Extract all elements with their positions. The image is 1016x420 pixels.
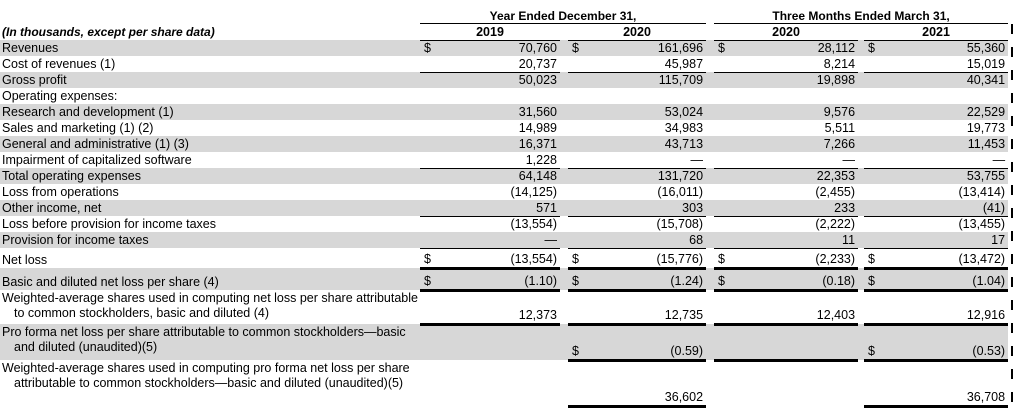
dollar-sign: $ [864,40,882,56]
dollar-sign: $ [864,268,882,290]
dollar-sign: $ [420,40,438,56]
dollar-sign [420,168,438,184]
table-row [0,104,1014,120]
column-gap [560,232,568,248]
dollar-sign [568,152,586,168]
row-label: Basic and diluted net loss per share (4) [0,268,420,290]
dollar-sign [864,200,882,216]
dollar-sign [714,216,732,232]
cell-value: 12,403 [732,290,858,324]
column-gap [706,136,714,152]
cell-value: 20,737 [518,56,557,71]
dollar-sign [420,216,438,232]
dollar-sign [568,120,586,136]
dollar-sign [568,88,586,104]
cell-value: (1.24) [586,268,706,290]
dollar-sign [864,152,882,168]
cell-value: 53,755 [882,168,1008,184]
dollar-sign [420,360,438,406]
cell-value [438,360,560,406]
column-gap [560,23,568,40]
column-gap [560,324,568,360]
column-gap [560,200,568,216]
cell-value: 31,560 [438,104,560,120]
cell-value: 19,773 [966,121,1006,135]
cell-value: (0.18) [732,268,858,290]
cell-value: (13,472) [882,248,1008,268]
cell-value: 12,916 [882,290,1008,324]
cell-value: (13,554) [438,216,560,232]
cell-value: 131,720 [586,168,706,184]
dollar-sign [568,232,586,248]
table-row [0,136,1014,152]
dollar-sign [714,104,732,120]
dollar-sign [420,290,438,324]
group-gap [706,0,714,23]
column-gap [560,290,568,324]
column-gap [706,248,714,268]
header-spacer [0,0,420,23]
table-row [0,216,1014,232]
cell-value: 8,214 [823,56,856,71]
dollar-sign [864,56,882,72]
year-header-row [0,23,1014,40]
cell-value: 12,735 [586,290,706,324]
cell-value: 34,983 [664,121,704,135]
row-label: Other income, net [0,200,420,216]
row-label: Weighted-average shares used in computing pro forma net loss per share attributable to common stockholders—basic and diluted (unaudited)(5) [2,361,410,390]
cell-value: (2,222) [732,216,858,232]
cell-value [732,88,858,104]
table-row [0,152,1014,168]
cell-value: 36,708 [882,360,1008,406]
dollar-sign [714,360,732,406]
cell-value: — [438,232,560,248]
cell-value: 14,989 [518,121,557,135]
row-label: Loss before provision for income taxes [2,217,216,231]
dollar-sign [420,324,438,360]
dollar-sign [864,184,882,200]
dollar-sign [420,232,438,248]
dollar-sign [568,104,586,120]
table-row [0,232,1014,248]
dollar-sign [714,152,732,168]
column-gap [560,360,568,406]
cell-value: 15,019 [966,56,1006,71]
dollar-sign: $ [864,248,882,268]
column-group-header-row [0,0,1014,23]
row-label: Gross profit [0,72,420,88]
table-row [0,360,1014,406]
dollar-sign: $ [420,248,438,268]
table-row [0,120,1014,136]
column-gap [706,324,714,360]
dollar-sign [568,184,586,200]
dollar-sign: $ [568,40,586,56]
cell-value: (0.53) [882,324,1008,360]
column-gap [560,136,568,152]
column-group-three-months: Three Months Ended March 31, [714,0,1008,23]
cell-value: 303 [586,200,706,216]
dollar-sign [568,360,586,406]
column-gap [706,216,714,232]
dollar-sign: $ [568,268,586,290]
dollar-sign: $ [568,248,586,268]
column-gap [560,40,568,56]
cell-value [732,360,858,406]
dollar-sign [714,120,732,136]
dollar-sign [420,88,438,104]
cell-value: (2,233) [732,248,858,268]
column-gap [706,200,714,216]
row-label: Cost of revenues (1) [2,57,116,71]
table-row [0,324,1014,360]
column-gap [706,72,714,88]
cell-value: 64,148 [438,168,560,184]
column-gap [560,72,568,88]
column-gap [706,120,714,136]
cell-value: (13,414) [958,185,1006,199]
table-row [0,56,1014,72]
dollar-sign [864,104,882,120]
column-gap [706,40,714,56]
column-gap [560,120,568,136]
column-gap [560,104,568,120]
cell-value: 68 [586,232,706,248]
cell-value: 571 [438,200,560,216]
row-label: Provision for income taxes [0,232,420,248]
cell-value: 40,341 [882,72,1008,88]
row-label: Revenues [0,40,420,56]
page-edge-marks [1011,24,1013,412]
cell-value: 12,373 [438,290,560,324]
year-header-2020: 2020 [568,23,706,40]
row-label: Impairment of capitalized software [2,153,192,167]
cell-value: 50,023 [438,72,560,88]
dollar-sign [714,200,732,216]
column-gap [706,232,714,248]
dollar-sign [714,72,732,88]
dollar-sign: $ [714,40,732,56]
cell-value: 55,360 [882,40,1008,56]
cell-value: 5,511 [824,121,856,135]
table-row [0,88,1014,104]
dollar-sign [568,56,586,72]
dollar-sign [420,120,438,136]
column-gap [560,56,568,72]
column-gap [706,268,714,290]
row-label: Operating expenses: [2,89,118,103]
dollar-sign [568,168,586,184]
row-label: General and administrative (1) (3) [0,136,420,152]
cell-value: 233 [732,200,858,216]
table-row [0,290,1014,324]
cell-value: (14,125) [510,185,557,199]
right-margin [1008,0,1014,23]
dollar-sign [714,56,732,72]
row-label: Pro forma net loss per share attributable to common stockholders—basic and diluted (unaudited)(5) [0,324,420,360]
cell-value: 1,228 [525,152,557,167]
quarter-header-2021: 2021 [864,23,1008,40]
cell-value: 17 [882,232,1008,248]
cell-value: — [690,152,704,167]
column-gap [706,104,714,120]
cell-value: 28,112 [732,40,858,56]
cell-value: — [992,152,1006,167]
dollar-sign [420,152,438,168]
column-gap [560,248,568,268]
cell-value: 45,987 [664,56,704,71]
cell-value: (41) [882,200,1008,216]
cell-value: (15,776) [586,248,706,268]
column-gap [560,88,568,104]
table-row [0,184,1014,200]
dollar-sign [714,136,732,152]
row-header-label: (In thousands, except per share data) [2,25,215,39]
cell-value [438,324,560,360]
dollar-sign [568,290,586,324]
dollar-sign [864,72,882,88]
row-label: Research and development (1) [0,104,420,120]
dollar-sign: $ [714,268,732,290]
row-label: Sales and marketing (1) (2) [2,121,154,135]
cell-value: 22,529 [882,104,1008,120]
table-row [0,200,1014,216]
cell-value: 36,602 [586,360,706,406]
table-row [0,72,1014,88]
column-gap [706,56,714,72]
cell-value: 161,696 [586,40,706,56]
dollar-sign: $ [568,324,586,360]
dollar-sign: $ [714,248,732,268]
column-gap [706,360,714,406]
dollar-sign [568,200,586,216]
cell-value: (16,011) [657,185,704,199]
dollar-sign [864,168,882,184]
column-gap [560,152,568,168]
column-gap [560,216,568,232]
cell-value: 11 [732,232,858,248]
table-row [0,40,1014,56]
table-row [0,268,1014,290]
quarter-header-2020: 2020 [714,23,858,40]
cell-value [732,324,858,360]
cell-value: 19,898 [732,72,858,88]
dollar-sign [714,232,732,248]
column-gap [706,184,714,200]
column-gap [706,290,714,324]
dollar-sign: $ [864,324,882,360]
cell-value: (15,708) [586,216,706,232]
dollar-sign [864,360,882,406]
dollar-sign [714,290,732,324]
dollar-sign [420,184,438,200]
cell-value [586,88,706,104]
dollar-sign [420,136,438,152]
cell-value: 70,760 [438,40,560,56]
dollar-sign [714,324,732,360]
column-gap [706,168,714,184]
column-gap [706,88,714,104]
year-header-2019: 2019 [420,23,560,40]
dollar-sign [864,232,882,248]
cell-value: 7,266 [732,136,858,152]
dollar-sign [420,72,438,88]
table-row [0,248,1014,268]
dollar-sign [420,200,438,216]
cell-value: (1.04) [882,268,1008,290]
column-gap [706,23,714,40]
cell-value: 115,709 [586,72,706,88]
cell-value: (2,455) [815,185,856,199]
cell-value: 22,353 [732,168,858,184]
column-group-year-ended: Year Ended December 31, [420,0,706,23]
column-gap [560,184,568,200]
dollar-sign [568,136,586,152]
cell-value [882,88,1008,104]
dollar-sign: $ [420,268,438,290]
cell-value: 9,576 [732,104,858,120]
dollar-sign [714,88,732,104]
dollar-sign [420,56,438,72]
dollar-sign [714,168,732,184]
cell-value: (13,455) [882,216,1008,232]
dollar-sign [568,72,586,88]
table-row [0,168,1014,184]
row-label: Loss from operations [2,185,119,199]
dollar-sign [864,88,882,104]
dollar-sign [864,120,882,136]
cell-value [438,88,560,104]
column-gap [560,268,568,290]
dollar-sign [864,216,882,232]
cell-value: (1.10) [438,268,560,290]
column-gap [706,152,714,168]
row-label: Total operating expenses [0,168,420,184]
cell-value: 53,024 [586,104,706,120]
dollar-sign [568,216,586,232]
dollar-sign [864,290,882,324]
row-label: Net loss [2,253,48,267]
column-gap [560,168,568,184]
cell-value: (0.59) [586,324,706,360]
cell-value: 11,453 [882,136,1008,152]
dollar-sign [864,136,882,152]
cell-value: (13,554) [438,248,560,268]
dollar-sign [420,104,438,120]
cell-value: 16,371 [438,136,560,152]
cell-value: — [842,152,856,167]
row-label: Weighted-average shares used in computing net loss per share attributable to common stockholders, basic and diluted (4) [2,291,418,320]
cell-value: 43,713 [586,136,706,152]
dollar-sign [714,184,732,200]
